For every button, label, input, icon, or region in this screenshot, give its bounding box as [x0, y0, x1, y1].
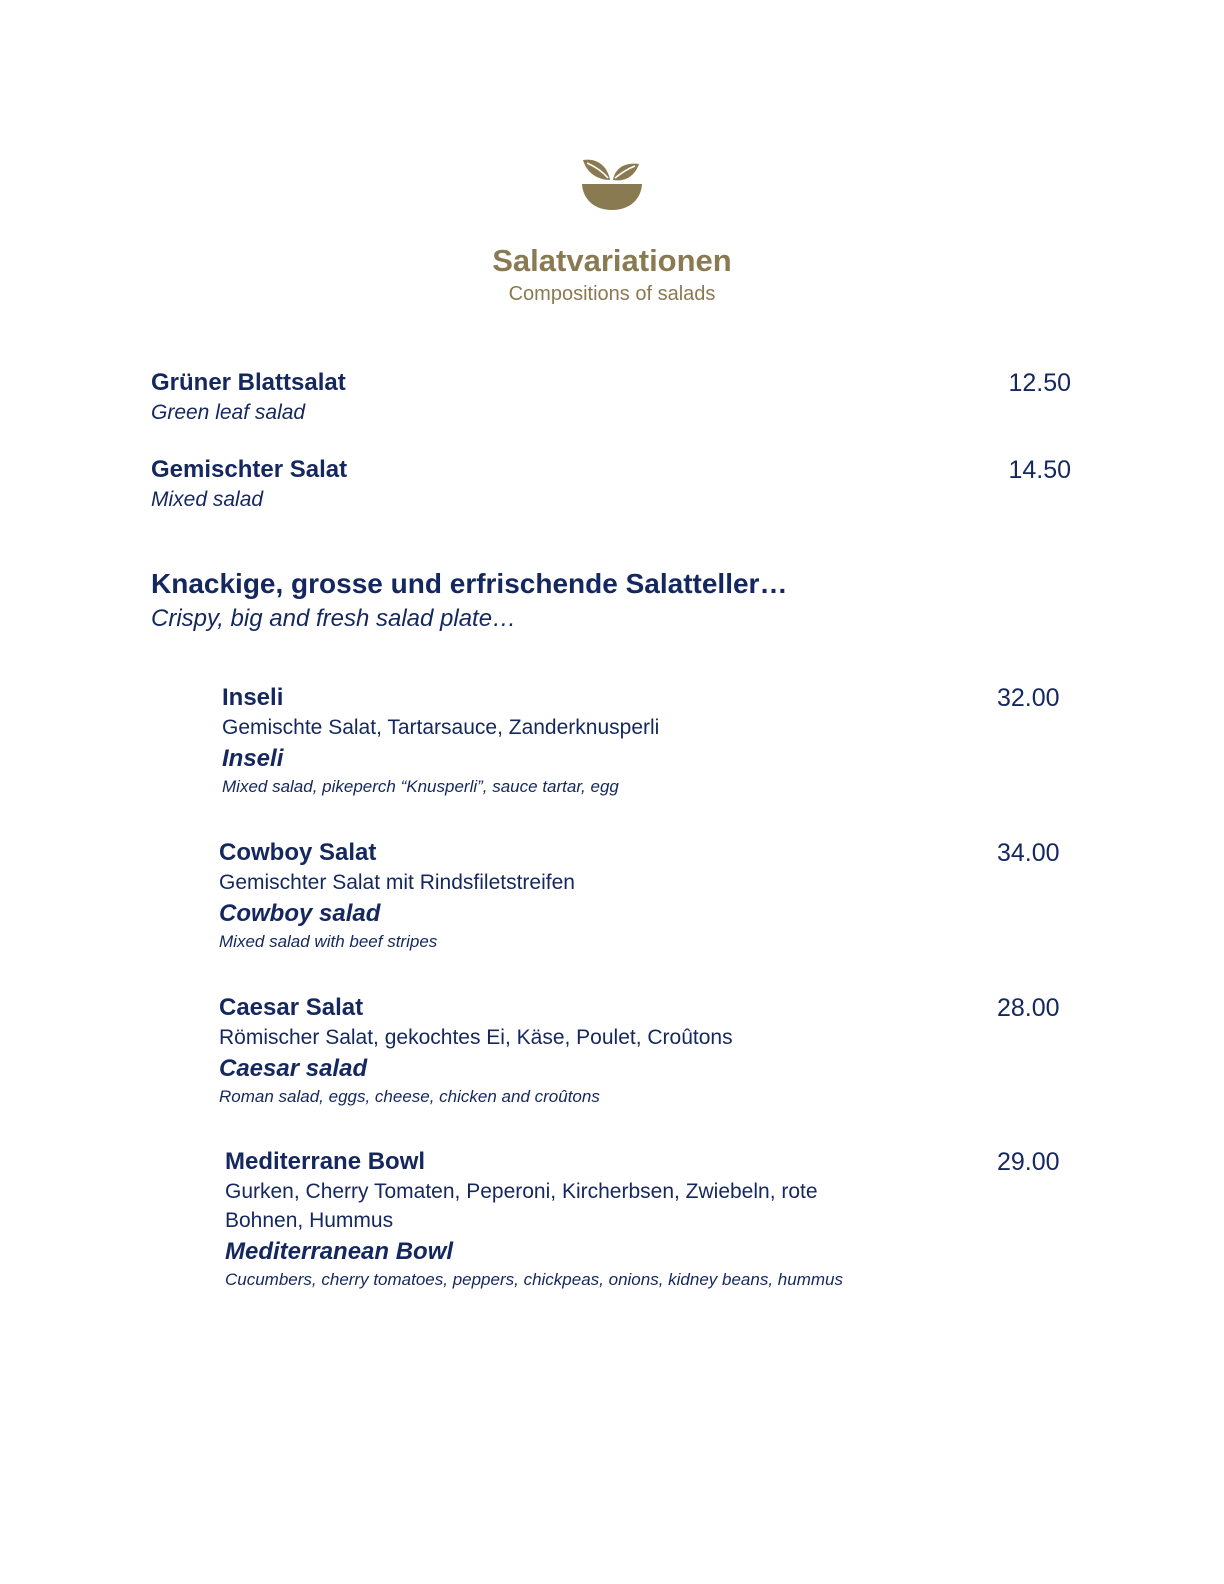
section-title: Knackige, grosse und erfrischende Salatteller…	[151, 568, 788, 599]
plate-description: Römischer Salat, gekochtes Ei, Käse, Poulet, Croûtons	[219, 1026, 733, 1049]
plate-description-english: Mixed salad with beef stripes	[219, 932, 438, 951]
item-name: Gemischter Salat	[151, 456, 348, 483]
section-subtitle: Crispy, big and fresh salad plate…	[151, 605, 517, 632]
menu-header	[0, 156, 1224, 308]
plate-description-english: Mixed salad, pikeperch “Knusperli”, sauce tartar, egg	[222, 777, 619, 796]
plate-name: Mediterrane Bowl	[225, 1148, 426, 1175]
plate-description: Gurken, Cherry Tomaten, Peperoni, Kircherbsen, Zwiebeln, rote Bohnen, Hummus	[225, 1180, 818, 1232]
salad-plate-item	[219, 838, 1069, 954]
plate-description: Gemischter Salat mit Rindsfiletstreifen	[219, 871, 575, 894]
plate-description-english: Cucumbers, cherry tomatoes, peppers, chickpeas, onions, kidney beans, hummus	[225, 1270, 843, 1289]
plate-price: 32.00	[997, 684, 1060, 712]
salad-plate-item	[222, 683, 1072, 799]
plate-name-english: Inseli	[222, 745, 284, 772]
plate-name: Inseli	[222, 684, 284, 711]
plate-price: 34.00	[997, 839, 1060, 867]
plate-name-english: Mediterranean Bowl	[225, 1238, 454, 1265]
plate-name-english: Caesar salad	[219, 1055, 368, 1082]
item-name-english: Green leaf salad	[151, 401, 306, 424]
menu-item	[151, 368, 1071, 428]
item-price: 14.50	[1008, 456, 1071, 484]
salad-plate-item	[225, 1147, 1075, 1292]
item-name-english: Mixed salad	[151, 488, 264, 511]
salad-bowl-icon	[581, 156, 643, 212]
item-price: 12.50	[1008, 369, 1071, 397]
section-heading	[151, 566, 1071, 636]
item-name: Grüner Blattsalat	[151, 369, 346, 396]
salad-plate-item	[219, 993, 1069, 1109]
page-title: Salatvariationen	[492, 243, 732, 278]
plate-description-english: Roman salad, eggs, cheese, chicken and croûtons	[219, 1087, 600, 1106]
menu-item	[151, 455, 1071, 515]
plate-name-english: Cowboy salad	[219, 900, 381, 927]
plate-name: Caesar Salat	[219, 994, 364, 1021]
plate-description: Gemischte Salat, Tartarsauce, Zanderknusperli	[222, 716, 660, 739]
plate-name: Cowboy Salat	[219, 839, 377, 866]
plate-price: 28.00	[997, 994, 1060, 1022]
plate-price: 29.00	[997, 1148, 1060, 1176]
page-subtitle: Compositions of salads	[508, 283, 716, 305]
